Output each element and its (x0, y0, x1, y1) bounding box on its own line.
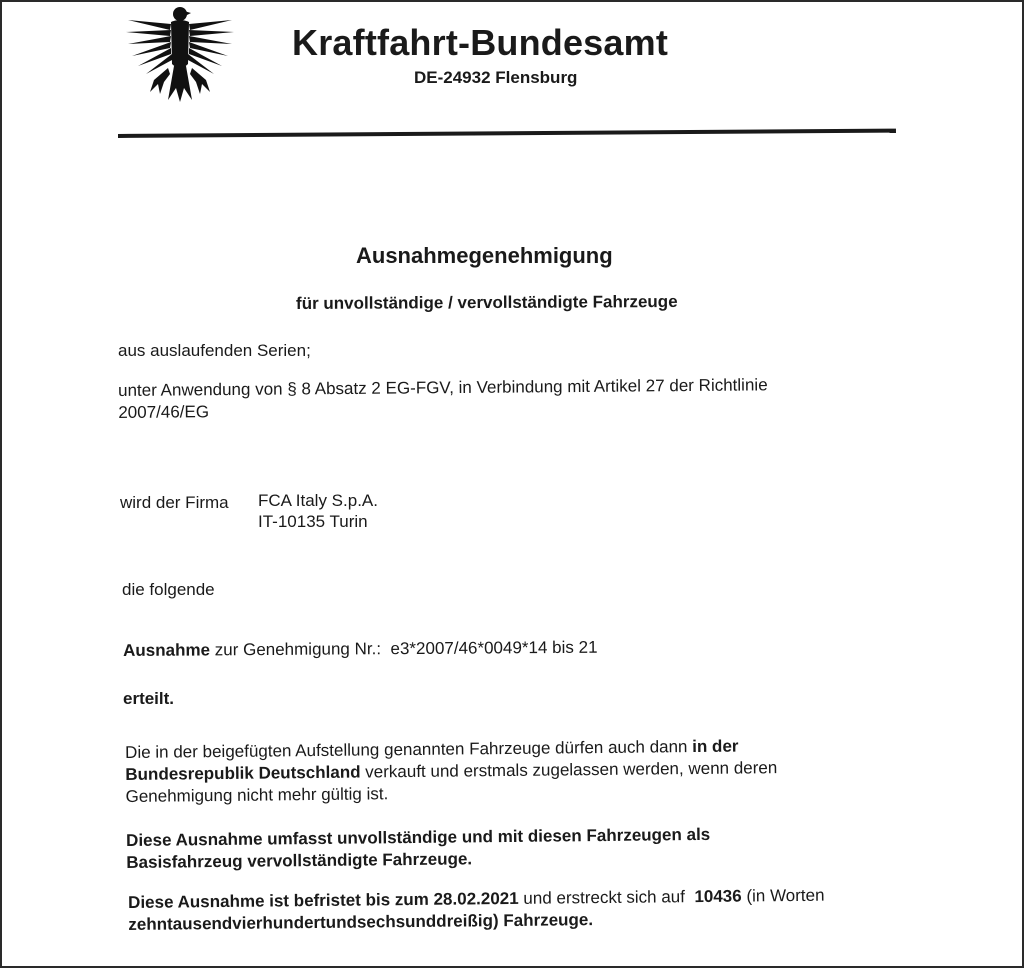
info-text-2: verkauft und erstmals zugelassen werden, wenn deren (360, 758, 778, 782)
legal-basis-paragraph (118, 374, 768, 424)
document-title: Ausnahmegenehmigung (356, 243, 613, 268)
scan-border-left (0, 0, 2, 968)
exemption-approval-line (123, 637, 598, 662)
scope-paragraph (126, 824, 711, 874)
info-bold-1: in der (692, 736, 739, 757)
info-paragraph (125, 735, 778, 808)
header-divider (118, 129, 896, 138)
granted-line: erteilt. (123, 689, 175, 708)
firm-name: FCA Italy S.p.A. (258, 491, 378, 510)
firm-city: IT-10135 Turin (258, 512, 368, 531)
authority-name: Kraftfahrt-Bundesamt (292, 22, 669, 63)
exemption-label: Ausnahme (123, 640, 211, 660)
exemption-text: zur Genehmigung Nr.: (209, 639, 382, 660)
limit-text-1: und erstreckt sich auf (518, 887, 690, 908)
document-subtitle: für unvollständige / vervollständigte Fahrzeuge (295, 292, 678, 313)
limit-text-2: (in Worten (741, 885, 825, 906)
authority-address: DE-24932 Flensburg (414, 68, 578, 87)
limit-line-2: zehntausendvierhundertundsechsunddreißig) Fahrzeuge. (128, 910, 594, 934)
federal-eagle-icon (124, 2, 236, 106)
following-line: die folgende (122, 580, 215, 599)
scope-line-1: Diese Ausnahme umfasst unvollständige und mit diesen Fahrzeugen als (126, 824, 711, 850)
firm-label: wird der Firma (120, 493, 229, 512)
info-text-1: Die in der beigefügten Aufstellung genannten Fahrzeuge dürfen auch dann (125, 737, 693, 762)
legal-basis-line-1: unter Anwendung von § 8 Absatz 2 EG-FGV, in Verbindung mit Artikel 27 der Richtlinie (118, 375, 768, 400)
legal-basis-line-2: 2007/46/EG (118, 402, 210, 422)
series-line: aus auslaufenden Serien; (118, 341, 311, 360)
limit-date: Diese Ausnahme ist befristet bis zum 28.02.2021 (128, 888, 519, 912)
info-line-3: Genehmigung nicht mehr gültig ist. (125, 784, 389, 806)
limit-paragraph (128, 885, 825, 936)
approval-number: e3*2007/46*0049*14 bis 21 (390, 637, 598, 659)
info-bold-2: Bundesrepublik Deutschland (125, 762, 361, 784)
scope-line-2: Basisfahrzeug vervollständigte Fahrzeuge. (126, 849, 473, 872)
limit-count: 10436 (694, 886, 742, 907)
